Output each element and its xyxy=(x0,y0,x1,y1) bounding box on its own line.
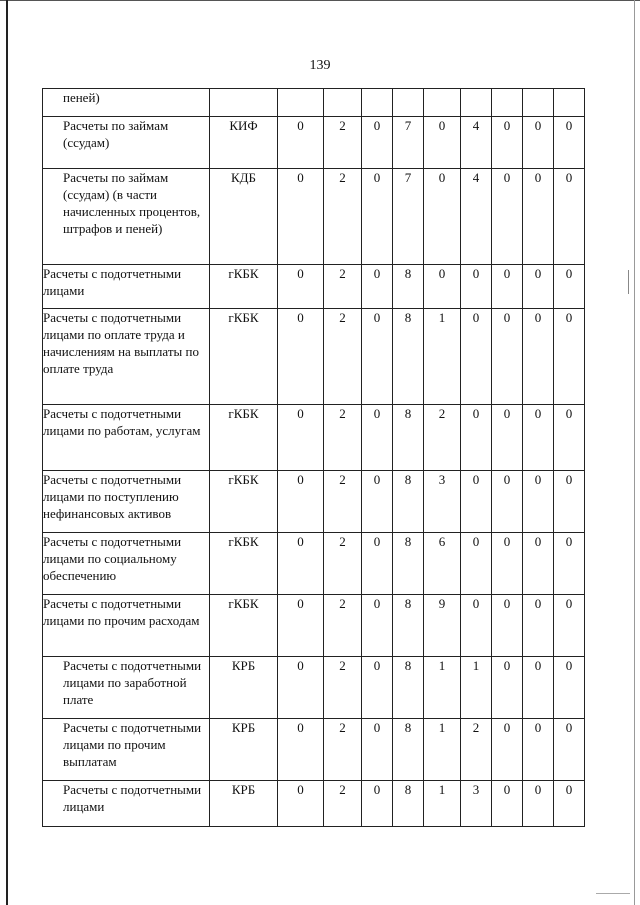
accounts-table-body xyxy=(43,89,585,827)
account-digit-cell: 0 xyxy=(523,719,554,781)
account-digit-cell: 0 xyxy=(492,117,523,169)
scan-artifact xyxy=(628,270,629,294)
account-digit-cell: 0 xyxy=(362,657,393,719)
account-digit-cell xyxy=(424,89,461,117)
account-code-cell: КРБ xyxy=(210,719,278,781)
account-digit-cell: 0 xyxy=(278,309,324,405)
account-code-cell: гКБК xyxy=(210,533,278,595)
table-row xyxy=(43,657,585,719)
account-digit-cell: 0 xyxy=(278,657,324,719)
account-name-cell: Расчеты с подотчетными лицами по заработной плате xyxy=(43,657,210,719)
account-digit-cell: 0 xyxy=(554,595,585,657)
account-digit-cell: 0 xyxy=(523,533,554,595)
account-digit-cell: 8 xyxy=(393,265,424,309)
page-edge-top xyxy=(0,0,640,1)
account-digit-cell: 8 xyxy=(393,781,424,827)
account-digit-cell: 0 xyxy=(554,719,585,781)
account-digit-cell: 8 xyxy=(393,595,424,657)
account-digit-cell: 0 xyxy=(554,533,585,595)
account-digit-cell xyxy=(393,89,424,117)
account-digit-cell: 0 xyxy=(362,117,393,169)
account-digit-cell xyxy=(278,89,324,117)
account-digit-cell: 0 xyxy=(492,265,523,309)
account-code-cell: гКБК xyxy=(210,471,278,533)
account-digit-cell: 1 xyxy=(424,719,461,781)
account-digit-cell xyxy=(324,89,362,117)
account-digit-cell: 7 xyxy=(393,117,424,169)
account-digit-cell: 0 xyxy=(492,533,523,595)
account-digit-cell: 0 xyxy=(278,169,324,265)
account-digit-cell: 0 xyxy=(523,117,554,169)
account-digit-cell: 0 xyxy=(461,265,492,309)
account-digit-cell xyxy=(554,89,585,117)
account-name-cell: Расчеты с подотчетными лицами по социальному обеспечению xyxy=(43,533,210,595)
account-digit-cell: 0 xyxy=(554,169,585,265)
account-digit-cell: 8 xyxy=(393,471,424,533)
account-digit-cell: 0 xyxy=(523,595,554,657)
account-name-cell: Расчеты с подотчетными лицами по прочим расходам xyxy=(43,595,210,657)
account-digit-cell: 0 xyxy=(362,781,393,827)
page-edge-right xyxy=(634,0,635,905)
account-digit-cell: 0 xyxy=(554,657,585,719)
account-name-cell: Расчеты с подотчетными лицами по работам, услугам xyxy=(43,405,210,471)
account-digit-cell: 1 xyxy=(424,781,461,827)
account-digit-cell: 8 xyxy=(393,719,424,781)
account-code-cell: КРБ xyxy=(210,781,278,827)
account-digit-cell: 0 xyxy=(523,309,554,405)
account-digit-cell: 0 xyxy=(362,533,393,595)
scan-artifact xyxy=(596,893,630,894)
account-digit-cell: 2 xyxy=(324,781,362,827)
account-digit-cell: 0 xyxy=(492,405,523,471)
account-digit-cell: 2 xyxy=(424,405,461,471)
account-code-cell: КДБ xyxy=(210,169,278,265)
table-row xyxy=(43,169,585,265)
account-digit-cell: 0 xyxy=(362,595,393,657)
account-digit-cell: 0 xyxy=(492,781,523,827)
account-code-cell: КРБ xyxy=(210,657,278,719)
account-digit-cell: 0 xyxy=(362,471,393,533)
account-digit-cell: 0 xyxy=(554,781,585,827)
account-code-cell: гКБК xyxy=(210,405,278,471)
table-row xyxy=(43,117,585,169)
account-digit-cell: 0 xyxy=(424,117,461,169)
account-digit-cell: 8 xyxy=(393,405,424,471)
account-digit-cell: 0 xyxy=(554,471,585,533)
account-digit-cell: 8 xyxy=(393,657,424,719)
account-digit-cell: 0 xyxy=(523,169,554,265)
account-digit-cell: 3 xyxy=(424,471,461,533)
account-digit-cell: 0 xyxy=(278,471,324,533)
account-digit-cell: 0 xyxy=(278,265,324,309)
account-digit-cell: 0 xyxy=(492,657,523,719)
account-digit-cell xyxy=(461,89,492,117)
table-row xyxy=(43,533,585,595)
account-name-cell: Расчеты с подотчетными лицами xyxy=(43,781,210,827)
account-digit-cell: 0 xyxy=(554,405,585,471)
account-digit-cell: 0 xyxy=(278,719,324,781)
account-name-cell: Расчеты по займам (ссудам) (в части начисленных процентов, штрафов и пеней) xyxy=(43,169,210,265)
account-digit-cell: 0 xyxy=(424,169,461,265)
account-digit-cell: 2 xyxy=(324,265,362,309)
table-row xyxy=(43,471,585,533)
account-name-cell: Расчеты с подотчетными лицами xyxy=(43,265,210,309)
account-digit-cell: 0 xyxy=(492,471,523,533)
account-digit-cell: 0 xyxy=(461,533,492,595)
account-digit-cell: 2 xyxy=(324,169,362,265)
table-row xyxy=(43,595,585,657)
account-digit-cell: 0 xyxy=(554,265,585,309)
account-digit-cell: 2 xyxy=(324,405,362,471)
account-digit-cell: 0 xyxy=(362,265,393,309)
account-name-cell: пеней) xyxy=(43,89,210,117)
account-digit-cell: 8 xyxy=(393,309,424,405)
account-digit-cell: 2 xyxy=(324,309,362,405)
account-digit-cell: 0 xyxy=(362,405,393,471)
account-digit-cell: 0 xyxy=(424,265,461,309)
account-digit-cell xyxy=(362,89,393,117)
account-digit-cell: 2 xyxy=(324,657,362,719)
account-digit-cell: 2 xyxy=(461,719,492,781)
account-name-cell: Расчеты с подотчетными лицами по оплате труда и начислениям на выплаты по оплате труда xyxy=(43,309,210,405)
account-digit-cell: 0 xyxy=(461,405,492,471)
account-digit-cell: 2 xyxy=(324,117,362,169)
account-digit-cell: 0 xyxy=(492,309,523,405)
account-digit-cell: 6 xyxy=(424,533,461,595)
account-name-cell: Расчеты с подотчетными лицами по поступлению нефинансовых активов xyxy=(43,471,210,533)
account-digit-cell: 4 xyxy=(461,117,492,169)
account-digit-cell: 0 xyxy=(278,405,324,471)
accounts-table xyxy=(42,88,585,827)
account-digit-cell: 0 xyxy=(278,595,324,657)
account-digit-cell: 0 xyxy=(461,595,492,657)
account-digit-cell: 0 xyxy=(362,719,393,781)
account-digit-cell: 1 xyxy=(424,657,461,719)
table-row xyxy=(43,265,585,309)
account-digit-cell: 0 xyxy=(362,169,393,265)
account-digit-cell: 0 xyxy=(461,309,492,405)
account-digit-cell: 2 xyxy=(324,719,362,781)
account-digit-cell: 0 xyxy=(523,405,554,471)
account-digit-cell: 0 xyxy=(523,471,554,533)
account-digit-cell xyxy=(492,89,523,117)
account-digit-cell: 7 xyxy=(393,169,424,265)
table-row xyxy=(43,719,585,781)
account-digit-cell: 0 xyxy=(523,657,554,719)
account-digit-cell: 0 xyxy=(362,309,393,405)
account-digit-cell: 0 xyxy=(461,471,492,533)
account-digit-cell: 0 xyxy=(492,595,523,657)
table-row xyxy=(43,781,585,827)
page-edge-left xyxy=(6,0,8,905)
account-digit-cell: 0 xyxy=(492,719,523,781)
account-digit-cell: 0 xyxy=(523,265,554,309)
account-digit-cell: 2 xyxy=(324,595,362,657)
account-code-cell: гКБК xyxy=(210,595,278,657)
account-digit-cell: 0 xyxy=(278,533,324,595)
account-code-cell: гКБК xyxy=(210,309,278,405)
account-name-cell: Расчеты с подотчетными лицами по прочим выплатам xyxy=(43,719,210,781)
account-digit-cell: 2 xyxy=(324,533,362,595)
account-name-cell: Расчеты по займам (ссудам) xyxy=(43,117,210,169)
account-digit-cell: 0 xyxy=(523,781,554,827)
table-row xyxy=(43,89,585,117)
account-digit-cell: 9 xyxy=(424,595,461,657)
account-digit-cell: 1 xyxy=(461,657,492,719)
page-number: 139 xyxy=(309,58,331,73)
table-row xyxy=(43,405,585,471)
account-code-cell xyxy=(210,89,278,117)
account-digit-cell: 4 xyxy=(461,169,492,265)
account-digit-cell xyxy=(523,89,554,117)
account-digit-cell: 0 xyxy=(278,117,324,169)
account-digit-cell: 1 xyxy=(424,309,461,405)
account-code-cell: КИФ xyxy=(210,117,278,169)
table-row xyxy=(43,309,585,405)
account-digit-cell: 0 xyxy=(554,309,585,405)
account-digit-cell: 3 xyxy=(461,781,492,827)
account-digit-cell: 0 xyxy=(554,117,585,169)
account-digit-cell: 2 xyxy=(324,471,362,533)
account-digit-cell: 8 xyxy=(393,533,424,595)
account-code-cell: гКБК xyxy=(210,265,278,309)
account-digit-cell: 0 xyxy=(492,169,523,265)
account-digit-cell: 0 xyxy=(278,781,324,827)
